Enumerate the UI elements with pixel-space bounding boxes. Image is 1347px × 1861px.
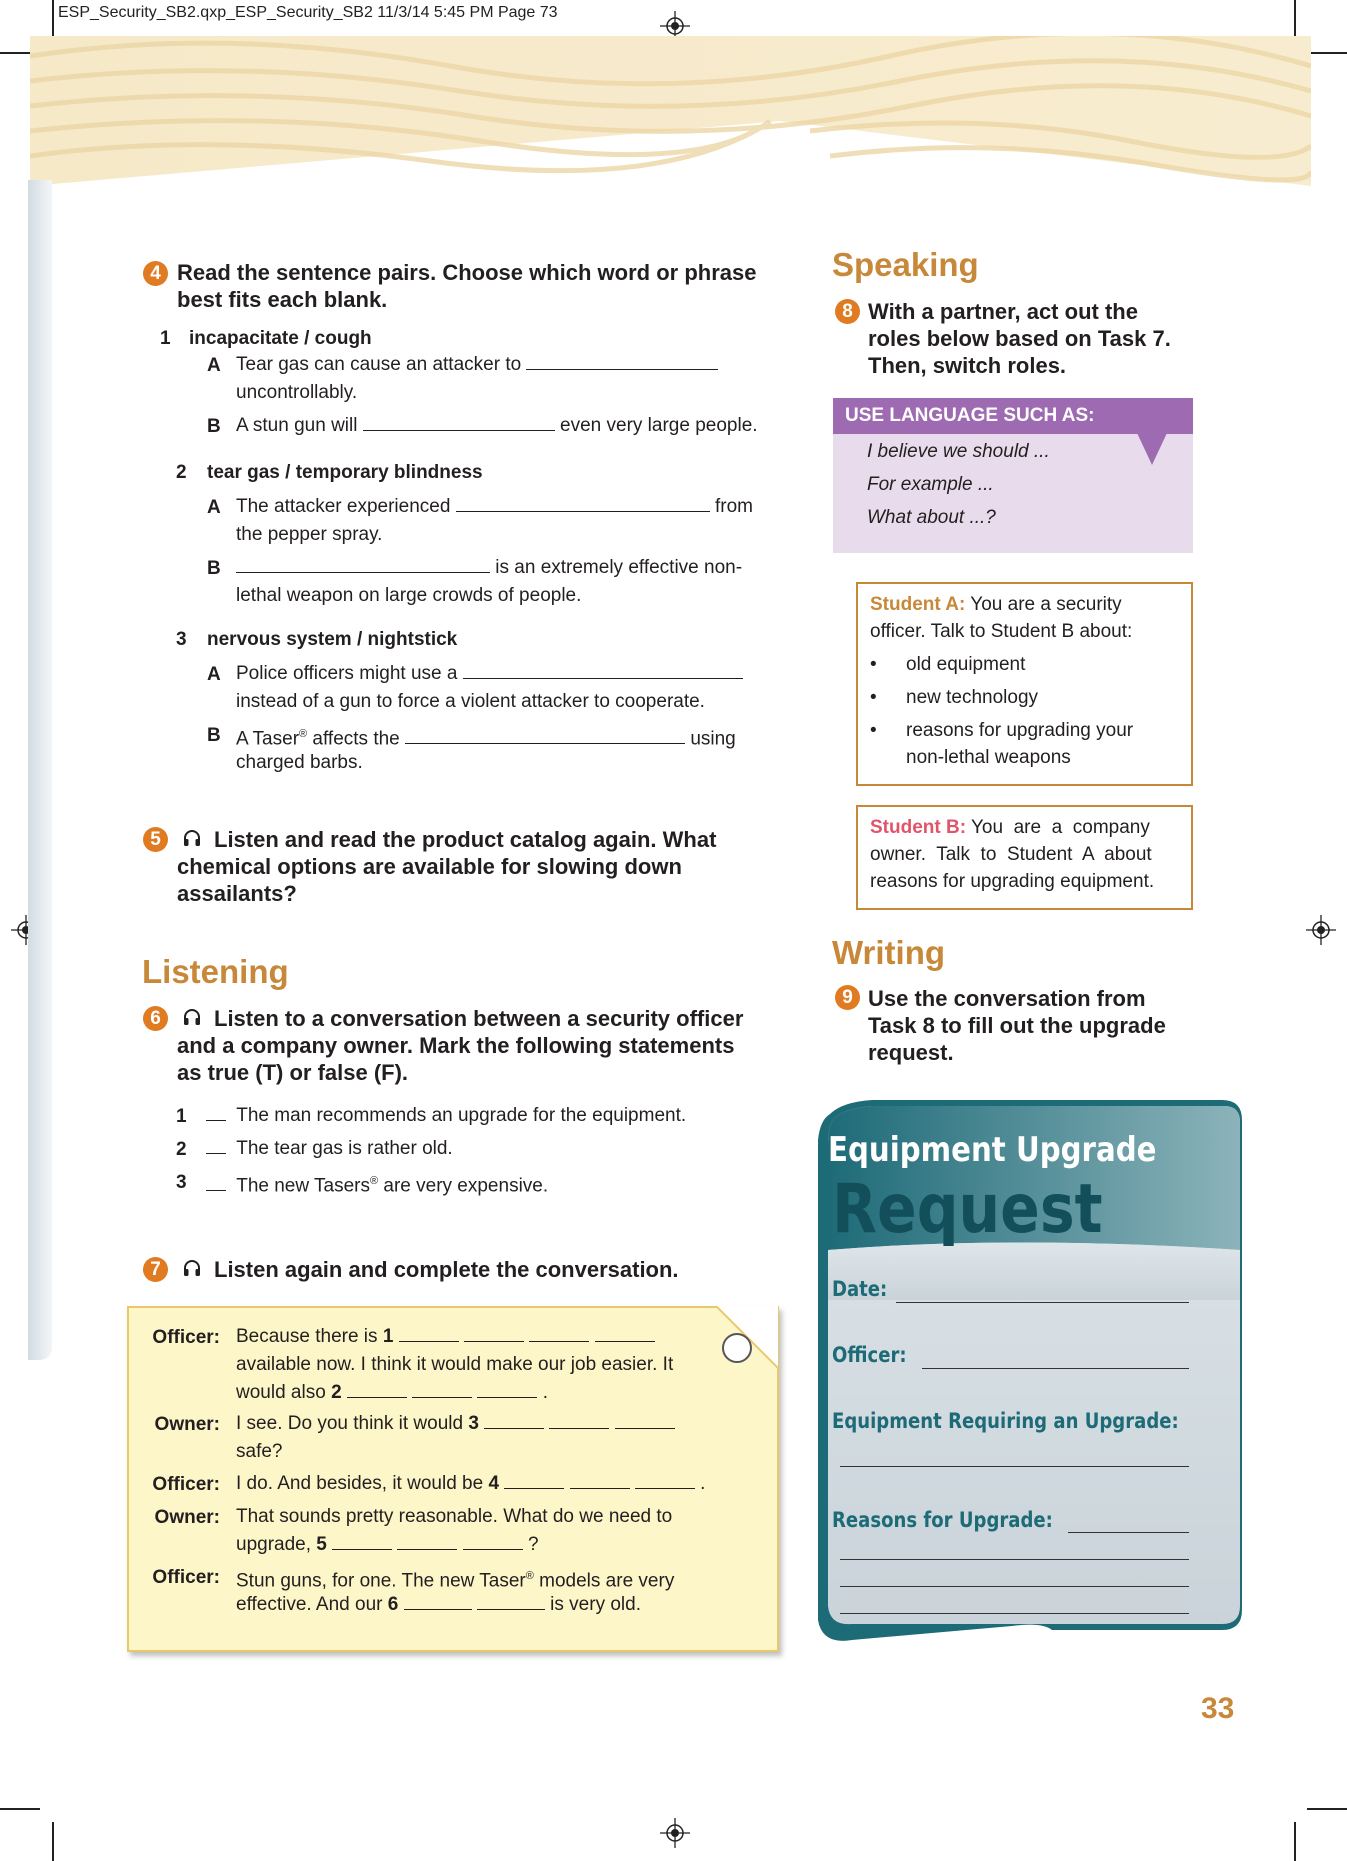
- conversation-line: Stun guns, for one. The new Taser® models are very: [236, 1570, 675, 1592]
- fingerprint-banner: [30, 36, 1311, 186]
- item-letter: A: [207, 497, 221, 518]
- form-title-small: Equipment Upgrade: [828, 1130, 1157, 1170]
- answer-blank[interactable]: [456, 493, 710, 512]
- answer-blank[interactable]: [463, 660, 743, 679]
- sentence-line: Tear gas can cause an attacker to: [236, 351, 718, 378]
- reasons-input-line[interactable]: [840, 1586, 1189, 1587]
- conversation-line: I do. And besides, it would be 4 .: [236, 1470, 705, 1497]
- answer-blank[interactable]: [484, 1410, 544, 1429]
- exercise-7-instruction: Listen again and complete the conversation.: [214, 1257, 679, 1282]
- answer-blank[interactable]: [404, 1591, 472, 1610]
- answer-blank[interactable]: [332, 1531, 392, 1550]
- reasons-input-line[interactable]: [840, 1559, 1189, 1560]
- conversation-line: safe?: [236, 1441, 283, 1462]
- speaker-label: Officer:: [152, 1327, 220, 1348]
- language-phrase: What about ...?: [867, 507, 996, 528]
- reasons-input-line[interactable]: [840, 1613, 1189, 1614]
- exercise-8-instruction-line3: Then, switch roles.: [868, 353, 1067, 378]
- answer-blank[interactable]: [347, 1379, 407, 1398]
- conversation-line: Because there is 1: [236, 1323, 655, 1350]
- answer-blank[interactable]: [526, 351, 718, 370]
- answer-blank[interactable]: [477, 1379, 537, 1398]
- headphones-icon: [182, 1007, 202, 1027]
- exercise-6-instruction-line1: Listen to a conversation between a security officer: [214, 1006, 744, 1031]
- exercise-number: 7: [143, 1257, 168, 1282]
- exercise-9-instruction-line2: Task 8 to fill out the upgrade: [868, 1013, 1166, 1038]
- student-a-bullet-cont: non-lethal weapons: [906, 747, 1071, 768]
- crop-mark: [1307, 1808, 1347, 1810]
- exercise-number: 6: [143, 1006, 168, 1031]
- form-label-date: Date:: [832, 1277, 888, 1301]
- exercise-6-instruction-line2: and a company owner. Mark the following statements: [177, 1033, 735, 1058]
- speech-pointer-icon: [1137, 433, 1167, 465]
- answer-blank[interactable]: [529, 1323, 589, 1342]
- item-letter: B: [207, 558, 221, 579]
- answer-blank[interactable]: [463, 1531, 523, 1550]
- crop-mark: [1294, 1822, 1296, 1861]
- exercise-number: 8: [835, 299, 860, 324]
- exercise-number: 4: [143, 261, 168, 286]
- speaker-label: Officer:: [152, 1567, 220, 1588]
- left-page-tab: [28, 180, 52, 1360]
- language-phrase: For example ...: [867, 474, 994, 495]
- student-b-intro: Student B: You are a company: [870, 817, 1150, 838]
- exercise-number: 5: [143, 827, 168, 852]
- tf-blank[interactable]: [206, 1135, 226, 1154]
- true-false-statement: The man recommends an upgrade for the equipment.: [206, 1102, 686, 1129]
- answer-blank[interactable]: [549, 1410, 609, 1429]
- sentence-line: is an extremely effective non-: [236, 554, 742, 581]
- speaking-heading: Speaking: [832, 246, 979, 283]
- writing-heading: Writing: [832, 934, 946, 971]
- answer-blank[interactable]: [504, 1470, 564, 1489]
- true-false-statement: The tear gas is rather old.: [206, 1135, 453, 1162]
- conversation-line: would also 2 .: [236, 1379, 548, 1406]
- item-letter: A: [207, 355, 221, 376]
- listening-heading: Listening: [142, 953, 289, 990]
- conversation-line: available now. I think it would make our job easier. It: [236, 1354, 674, 1375]
- exercise-9-instruction-line3: request.: [868, 1040, 954, 1065]
- item-heading: tear gas / temporary blindness: [207, 462, 483, 483]
- answer-blank[interactable]: [399, 1323, 459, 1342]
- true-false-statement: The new Tasers® are very expensive.: [206, 1168, 548, 1199]
- sentence-line: uncontrollably.: [236, 382, 358, 403]
- exercise-8-instruction-line1: With a partner, act out the: [868, 299, 1138, 324]
- conversation-line: upgrade, 5 ?: [236, 1531, 539, 1558]
- item-letter: B: [207, 416, 221, 437]
- exercise-number: 9: [835, 985, 860, 1010]
- registration-target-icon: [660, 1818, 690, 1848]
- sentence-line: A stun gun will even very large people.: [236, 412, 758, 439]
- answer-blank[interactable]: [405, 725, 685, 744]
- crop-mark: [1294, 0, 1296, 40]
- exercise-9-instruction-line1: Use the conversation from: [868, 986, 1146, 1011]
- reasons-input-line[interactable]: [1068, 1532, 1189, 1533]
- print-slug: ESP_Security_SB2.qxp_ESP_Security_SB2 11/3/14 5:45 PM Page 73: [58, 4, 558, 21]
- date-input-line[interactable]: [896, 1302, 1189, 1303]
- exercise-6-instruction-line3: as true (T) or false (F).: [177, 1060, 409, 1085]
- speaker-label: Owner:: [154, 1414, 220, 1435]
- student-a-bullet: new technology: [906, 687, 1039, 708]
- form-label-officer: Officer:: [832, 1343, 907, 1367]
- answer-blank[interactable]: [595, 1323, 655, 1342]
- bullet: •: [870, 654, 877, 675]
- item-number: 1: [176, 1106, 187, 1127]
- student-a-intro: Student A: You are a security: [870, 594, 1122, 615]
- registration-target-icon: [1306, 915, 1336, 945]
- bullet: •: [870, 720, 877, 741]
- sentence-line: The attacker experienced from: [236, 493, 753, 520]
- bullet: •: [870, 687, 877, 708]
- item-number: 3: [176, 1172, 187, 1193]
- item-number: 1: [160, 328, 171, 349]
- student-b-line: reasons for upgrading equipment.: [870, 871, 1155, 892]
- tag-hole: [720, 1331, 754, 1365]
- exercise-4-instruction-line2: best fits each blank.: [177, 287, 388, 312]
- item-number: 2: [176, 462, 187, 483]
- crop-mark: [52, 1822, 54, 1861]
- student-a-bullet: old equipment: [906, 654, 1026, 675]
- answer-blank[interactable]: [363, 412, 555, 431]
- item-heading: incapacitate / cough: [189, 328, 372, 349]
- sentence-line: charged barbs.: [236, 752, 363, 773]
- speaker-label: Officer:: [152, 1474, 220, 1495]
- answer-blank[interactable]: [397, 1531, 457, 1550]
- form-title-big: Request: [832, 1170, 1103, 1249]
- student-b-line: owner. Talk to Student A about: [870, 844, 1152, 865]
- exercise-5-instruction-line1: Listen and read the product catalog again. What: [214, 827, 717, 852]
- exercise-4-instruction-line1: Read the sentence pairs. Choose which word or phrase: [177, 260, 757, 285]
- equipment-input-line[interactable]: [840, 1466, 1189, 1467]
- exercise-8-instruction-line2: roles below based on Task 7.: [868, 326, 1171, 351]
- officer-input-line[interactable]: [922, 1368, 1189, 1369]
- use-language-title: USE LANGUAGE SUCH AS:: [833, 398, 1193, 434]
- sentence-line: instead of a gun to force a violent attacker to cooperate.: [236, 691, 705, 712]
- answer-blank[interactable]: [477, 1591, 545, 1610]
- headphones-icon: [182, 828, 202, 848]
- exercise-5-instruction-line3: assailants?: [177, 881, 297, 906]
- form-label-equipment: Equipment Requiring an Upgrade:: [832, 1409, 1179, 1433]
- answer-blank[interactable]: [570, 1470, 630, 1489]
- conversation-line: I see. Do you think it would 3: [236, 1410, 675, 1437]
- answer-blank[interactable]: [635, 1470, 695, 1489]
- item-number: 2: [176, 1139, 187, 1160]
- answer-blank[interactable]: [412, 1379, 472, 1398]
- form-label-reasons: Reasons for Upgrade:: [832, 1508, 1053, 1532]
- speaker-label: Owner:: [154, 1507, 220, 1528]
- tf-blank[interactable]: [206, 1172, 226, 1191]
- sentence-line: the pepper spray.: [236, 524, 383, 545]
- item-heading: nervous system / nightstick: [207, 629, 458, 650]
- sentence-line: lethal weapon on large crowds of people.: [236, 585, 582, 606]
- crop-mark: [0, 1808, 40, 1810]
- exercise-5-instruction-line2: chemical options are available for slowing down: [177, 854, 682, 879]
- crop-mark: [1307, 52, 1347, 54]
- item-letter: B: [207, 725, 221, 746]
- sentence-line: Police officers might use a: [236, 660, 743, 687]
- page-number: 33: [1201, 1692, 1235, 1725]
- tf-blank[interactable]: [206, 1102, 226, 1121]
- headphones-icon: [182, 1258, 202, 1278]
- answer-blank[interactable]: [615, 1410, 675, 1429]
- item-letter: A: [207, 664, 221, 685]
- sentence-line: A Taser® affects the using: [236, 721, 736, 752]
- student-a-intro-line2: officer. Talk to Student B about:: [870, 621, 1133, 642]
- student-a-bullet: reasons for upgrading your: [906, 720, 1134, 741]
- item-number: 3: [176, 629, 187, 650]
- language-phrase: I believe we should ...: [867, 441, 1050, 462]
- crop-mark: [52, 0, 54, 40]
- answer-blank[interactable]: [236, 554, 490, 573]
- conversation-line: That sounds pretty reasonable. What do we need to: [236, 1506, 673, 1527]
- conversation-line: effective. And our 6 is very old.: [236, 1591, 641, 1618]
- answer-blank[interactable]: [464, 1323, 524, 1342]
